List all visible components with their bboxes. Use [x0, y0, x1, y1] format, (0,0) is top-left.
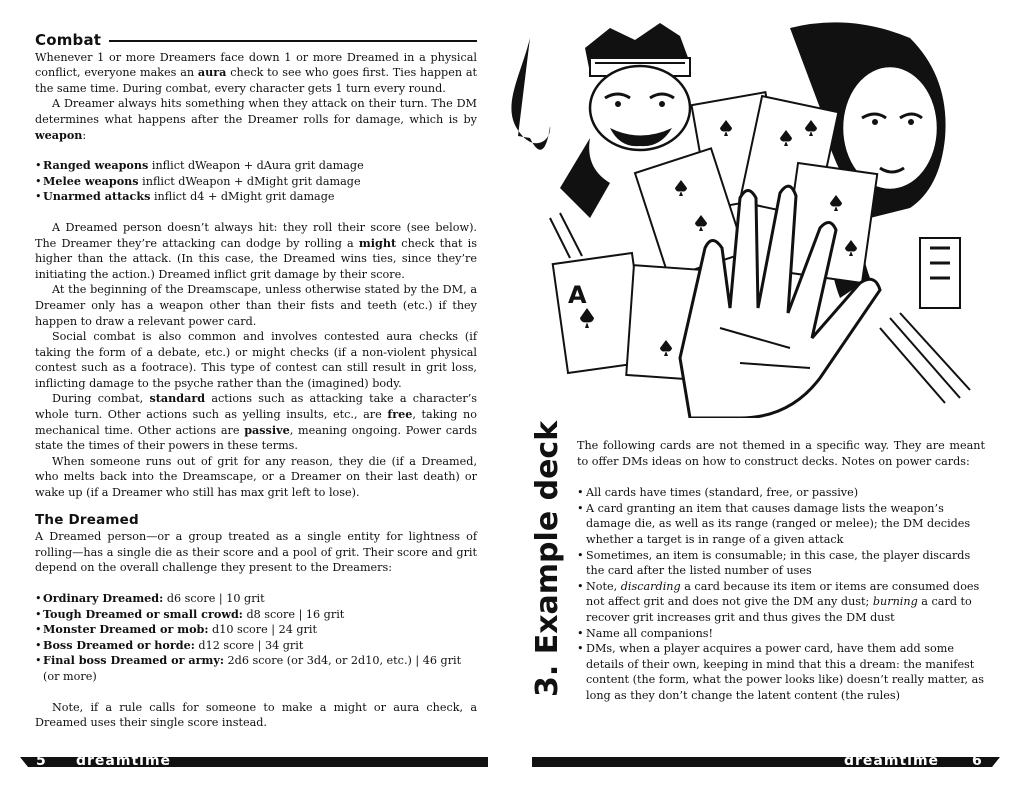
list-item: • Ranged weapons inflict dWeapon + dAura grit damage: [35, 158, 477, 174]
combat-paragraph-4: At the beginning of the Dreamscape, unless otherwise stated by the DM, a Dreamer only has a weapon other than their fists and teeth (etc.) if they happen to draw a relevant power card.: [35, 283, 477, 328]
svg-text:A: A: [568, 281, 587, 309]
list-item: • Monster Dreamed or mob: d10 score | 24 grit: [35, 622, 477, 638]
right-footer-bar: [532, 753, 1000, 769]
left-footer-bar: [20, 753, 488, 769]
list-item: • Ordinary Dreamed: d6 score | 10 grit: [35, 591, 477, 607]
footer-title: dreamtime: [844, 753, 940, 769]
list-item: • Name all companions!: [577, 626, 985, 642]
right-text-column: [577, 438, 985, 704]
left-text-column: [35, 33, 477, 731]
combat-paragraph-7: When someone runs out of grit for any reason, they die (if a Dreamed, who melts back into the Dreamscape, or a Dreamer on their last death) or wake up (if a Dreamer who still has max grit left to lose).: [35, 454, 477, 500]
list-item: • Tough Dreamed or small crowd: d8 score | 16 grit: [35, 607, 477, 623]
combat-paragraph-5: Social combat is also common and involves contested aura checks (if taking the form of a debate, etc.) or might checks (if a non-violent physical contest such as a footrace). This type of contest can still result in grit loss, inflicting damage to the psyche rather than the (imagined) body.: [35, 330, 477, 390]
list-item: • Boss Dreamed or horde: d12 score | 34 grit: [35, 638, 477, 654]
dreamed-paragraph-2: Note, if a rule calls for someone to make a might or aura check, a Dreamed uses their single score instead.: [35, 700, 477, 730]
combat-paragraph-3: A Dreamed person doesn’t always hit: they roll their score (see below). The Dreamer they’re attacking can dodge by rolling a might check that is higher than the attack. (In this case, the Dreamed wins ties, since they’re initiating the action.) Dreamed inflict grit damage by their score.: [35, 220, 477, 281]
heading-rule: [109, 40, 477, 42]
intro-paragraph: The following cards are not themed in a specific way. They are meant to offer DMs ideas on how to construct decks. Notes on power cards:: [577, 439, 985, 468]
page-number: 6: [972, 753, 983, 769]
list-item: • A card granting an item that causes damage lists the weapon’s damage die, as well as its range (ranged or melee); the DM decides whether a target is in range of a given attack: [577, 501, 985, 548]
section-title: 3. Example deck: [530, 420, 565, 697]
list-item: • Note, discarding a card because its item or items are consumed does not affect grit and does not give the DM any dust; burning a card to recover grit increases grit and thus gives the DM dust: [577, 579, 985, 626]
list-item: • Final boss Dreamed or army: 2d6 score (or 3d4, or 2d10, etc.) | 46 grit (or more): [35, 653, 477, 684]
combat-heading: Combat: [35, 33, 477, 49]
list-item: • All cards have times (standard, free, or passive): [577, 485, 985, 501]
footer-title: dreamtime: [76, 753, 172, 769]
list-item: • Unarmed attacks inflict d4 + dMight grit damage: [35, 189, 477, 205]
dreamed-heading: The Dreamed: [35, 511, 139, 528]
combat-paragraph-6: During combat, standard actions such as attacking take a character’s whole turn. Other actions such as yelling insults, etc., are free, taking no mechanical time. Other actions are passive, meaning ongoing. Power cards state the times of their powers in these terms.: [35, 391, 477, 453]
list-item: • Melee weapons inflict dWeapon + dMight grit damage: [35, 174, 477, 190]
power-card-notes: [577, 485, 985, 703]
weapon-list: [35, 158, 477, 205]
combat-paragraph-1: Whenever 1 or more Dreamers face down 1 or more Dreamed in a physical conflict, everyone makes an aura check to see who goes first. Ties happen at the same time. During combat, every character gets 1 turn every round.: [35, 50, 478, 95]
dreamed-paragraph-1: A Dreamed person—or a group treated as a single entity for lightness of rolling—has a single die as their score and a pool of grit. Their score and grit depend on the overall challenge they present to the Dreamers:: [35, 530, 477, 575]
page-number: 5: [36, 753, 47, 769]
list-item: • DMs, when a player acquires a power card, have them add some details of their own, keeping in mind that this a dream: the manifest content (the form, what the power looks like) doesn’t really matter, as long as they don’t change the latent content (the rules): [577, 641, 985, 703]
list-item: • Sometimes, an item is consumable; in this case, the player discards the card after the listed number of uses: [577, 548, 985, 579]
dreamed-type-list: [35, 591, 477, 685]
combat-paragraph-2: A Dreamer always hits something when they attack on their turn. The DM determines what happens after the Dreamer rolls for damage, which is by weapon:: [35, 97, 477, 142]
